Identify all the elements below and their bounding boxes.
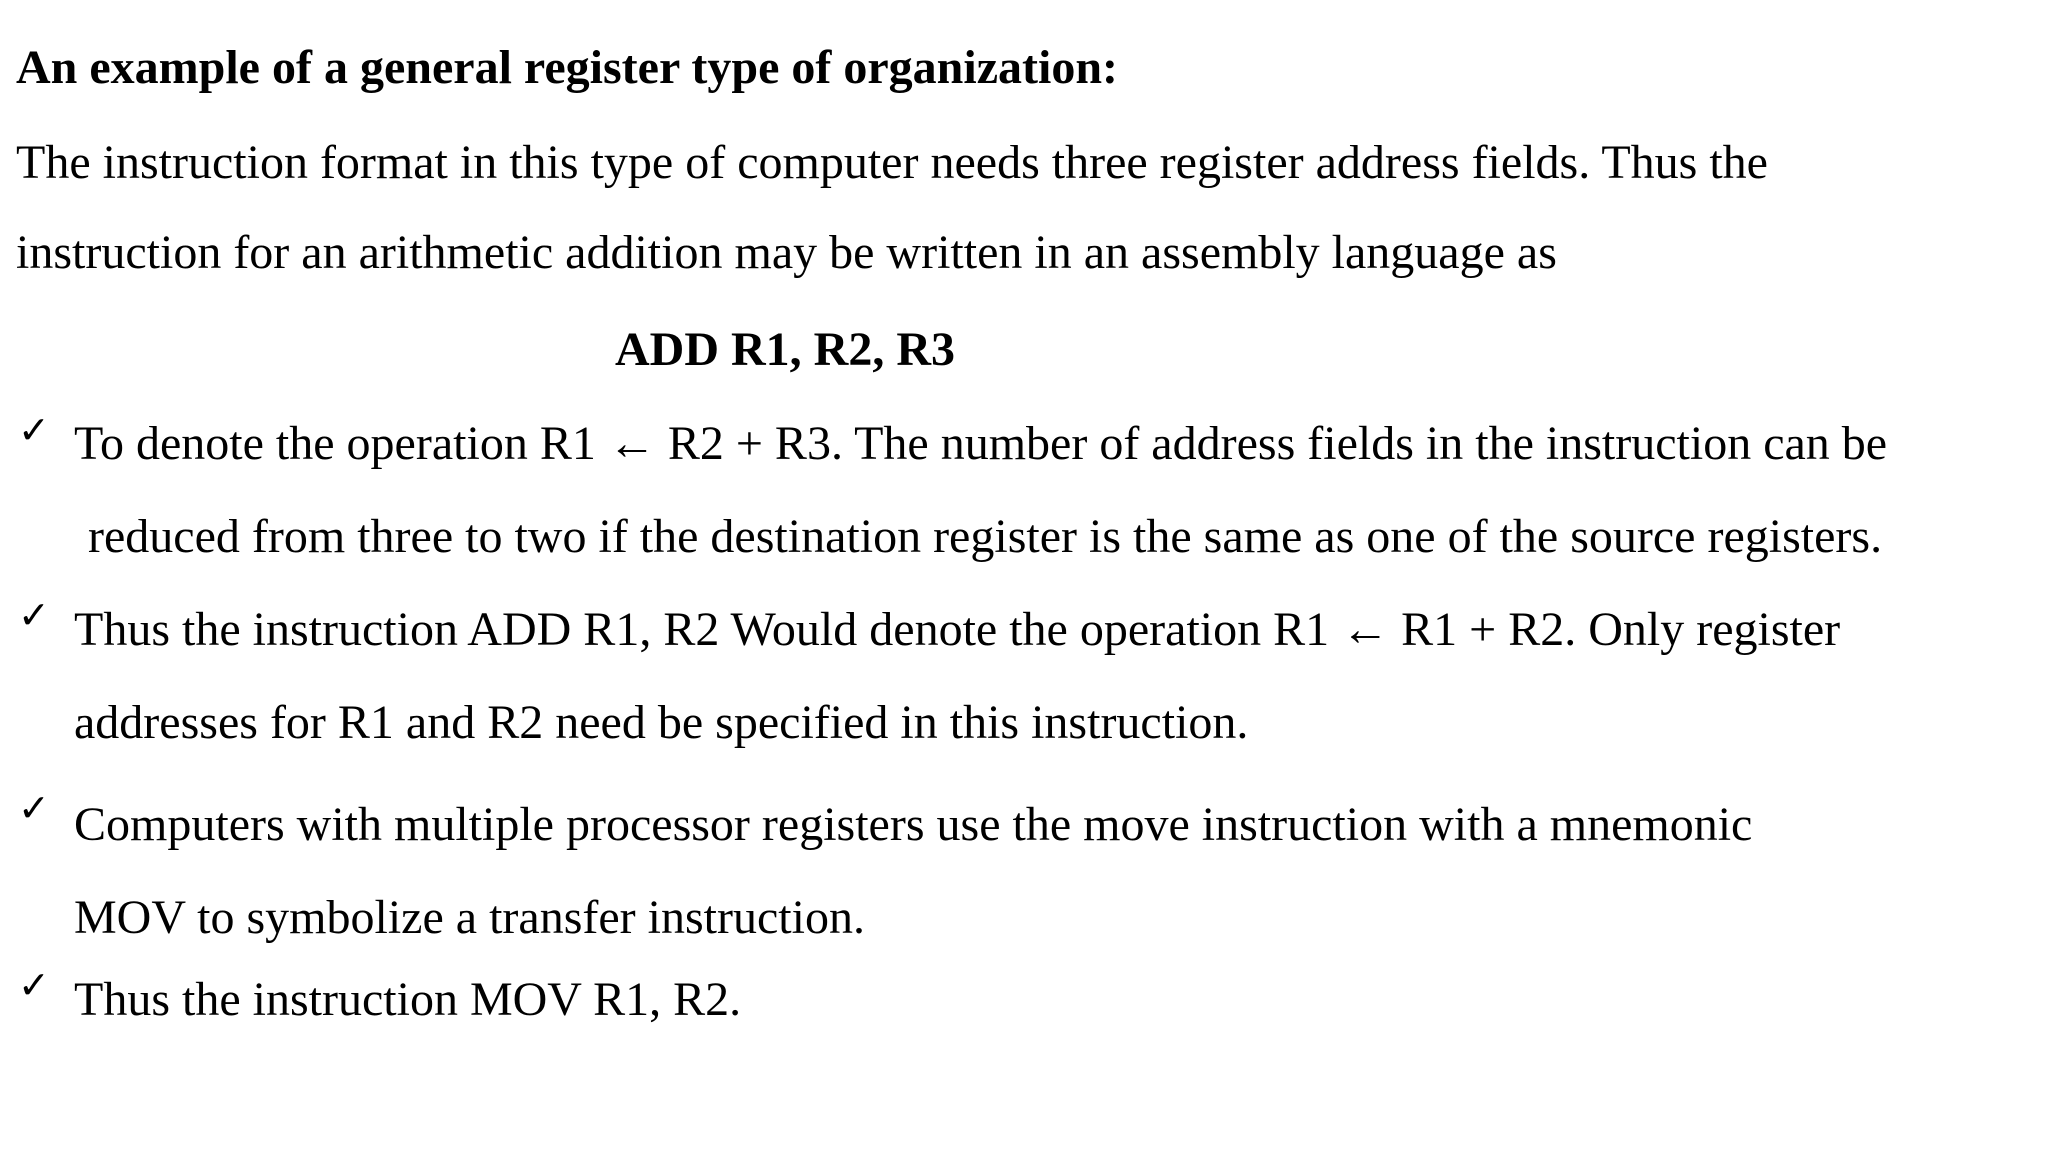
checkmark-icon: ✓ [18, 408, 50, 452]
bullet-3-line-1: Computers with multiple processor registers use the move instruction with a mnemonic [74, 798, 1753, 851]
checkmark-icon: ✓ [18, 963, 50, 1007]
page-heading: An example of a general register type of organization: [16, 41, 1119, 94]
example-instruction: ADD R1, R2, R3 [615, 323, 955, 376]
bullet-2-line-1: Thus the instruction ADD R1, R2 Would denote the operation R1 ← R1 + R2. Only register [74, 603, 1841, 656]
checkmark-icon: ✓ [18, 786, 50, 830]
checkmark-icon: ✓ [18, 593, 50, 637]
intro-line-2: instruction for an arithmetic addition may be written in an assembly language as [16, 226, 1557, 279]
bullet-1-line-1: To denote the operation R1 ← R2 + R3. The number of address fields in the instruction can be [74, 417, 1888, 470]
bullet-3-line-2: MOV to symbolize a transfer instruction. [74, 891, 865, 944]
bullet-1-line-2: reduced from three to two if the destination register is the same as one of the source registers. [88, 510, 1883, 563]
bullet-2-line-2: addresses for R1 and R2 need be specified in this instruction. [74, 696, 1249, 749]
bullet-4-line-1: Thus the instruction MOV R1, R2. [74, 973, 742, 1026]
intro-line-1: The instruction format in this type of computer needs three register address fields. Thus the [16, 136, 1768, 189]
